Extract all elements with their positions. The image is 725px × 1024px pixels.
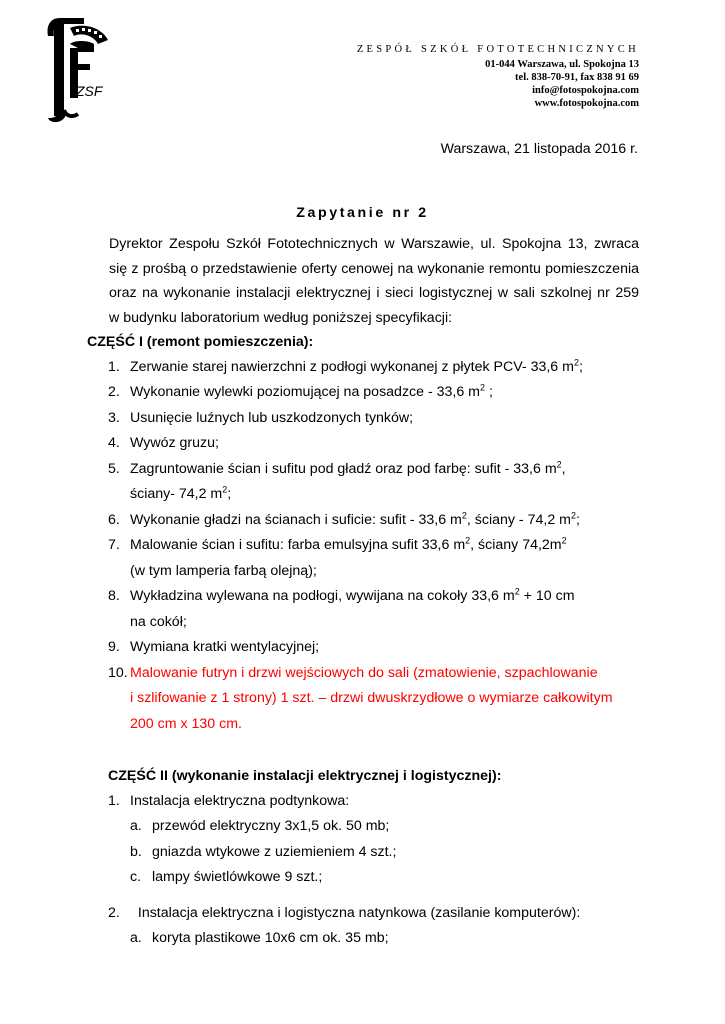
sub-list-item (87, 865, 639, 891)
school-logo (40, 14, 120, 126)
school-email[interactable]: info@fotospokojna.com (532, 85, 639, 96)
item-letter: c. (130, 869, 142, 885)
item-number: 6. (108, 511, 120, 528)
part2-list (87, 789, 639, 815)
sub-list-item (87, 926, 639, 952)
item-text: Malowanie ścian i sufitu: farba emulsyjna sufit 33,6 m (130, 537, 466, 553)
part2-sublist-1 (87, 814, 639, 891)
item-letter: a. (130, 930, 142, 946)
intro-line: Dyrektor Zespołu Szkół Fototechnicznych w Warszawie, ul. Spokojna 13, zwraca (109, 236, 639, 252)
item-text: ściany- 74,2 m (130, 486, 223, 502)
item-text: na cokół; (130, 613, 187, 630)
list-item (87, 533, 639, 584)
item-number: 4. (108, 435, 120, 451)
item-text: Usunięcie luźnych lub uszkodzonych tynków; (130, 409, 414, 426)
item-text: Instalacja elektryczna i logistyczna natynkowa (zasilanie komputerów): (130, 904, 581, 921)
superscript: 2 (514, 586, 520, 597)
logo-text: ZSF (76, 83, 103, 99)
item-text: gniazda wtykowe z uziemieniem 4 szt.; (152, 843, 397, 860)
list-item (87, 584, 639, 635)
item-text: Zagruntowanie ścian i sufitu pod gładź oraz pod farbę: sufit - 33,6 m (130, 460, 557, 477)
school-website[interactable]: www.fotospokojna.com (534, 98, 639, 109)
intro-line: w budynku laboratorium według poniższej specyfikacji: (109, 309, 453, 326)
superscript: 2 (465, 535, 471, 546)
list-item (87, 380, 639, 406)
list-item (87, 789, 639, 815)
item-number: 2. (108, 384, 120, 400)
item-number: 1. (108, 358, 120, 375)
superscript: 2 (222, 484, 228, 495)
item-text: koryta plastikowe 10x6 cm ok. 35 mb; (152, 930, 389, 946)
item-tail: , (561, 460, 566, 477)
letterhead (357, 43, 639, 110)
superscript: 2 (556, 458, 562, 469)
superscript: 2 (573, 356, 579, 367)
item-tail: ; (578, 358, 583, 375)
item-number: 10. (108, 664, 128, 681)
item-tail: + 10 cm (519, 588, 575, 604)
item-text: Wykładzina wylewana na podłogi, wywijana na cokoły 33,6 m (130, 588, 515, 604)
list-item (87, 457, 639, 508)
list-item (87, 635, 639, 661)
school-address: 01-044 Warszawa, ul. Spokojna 13 (485, 59, 639, 70)
item-text: , ściany 74,2m (470, 537, 562, 553)
sub-list-item (87, 814, 639, 840)
item-text: , ściany - 74,2 m (466, 511, 571, 528)
item-number: 2. (108, 904, 120, 921)
part2-list-2 (87, 901, 639, 927)
part1-list (87, 355, 639, 738)
item-letter: b. (130, 843, 142, 860)
superscript: 2 (561, 535, 567, 546)
item-text-highlighted: i szlifowanie z 1 strony) 1 szt. – drzwi dwuskrzydłowe o wymiarze całkowitym (130, 690, 613, 706)
item-tail: ; (576, 511, 580, 528)
item-number: 5. (108, 460, 120, 477)
item-number: 7. (108, 537, 120, 553)
intro-paragraph (87, 232, 639, 330)
item-text: Wywóz gruzu; (130, 435, 219, 451)
document-date: Warszawa, 21 listopada 2016 r. (440, 141, 638, 157)
item-text: Wymiana kratki wentylacyjnej; (130, 639, 320, 655)
item-number: 3. (108, 409, 120, 426)
superscript: 2 (570, 509, 576, 520)
item-tail: ; (227, 486, 232, 502)
intro-line: oraz na wykonanie instalacji elektrycznej i sieci logistycznej w sali szkolnej nr 259 (109, 285, 639, 301)
list-item (87, 406, 639, 432)
item-number: 9. (108, 639, 120, 655)
list-item (87, 355, 639, 381)
part2-sublist-2 (87, 926, 639, 952)
document-title: Zapytanie nr 2 (296, 205, 429, 221)
item-tail: ; (485, 384, 493, 400)
list-item (87, 901, 639, 927)
school-phone: tel. 838-70-91, fax 838 91 69 (515, 72, 639, 83)
sub-list-item (87, 840, 639, 866)
item-number: 8. (108, 588, 120, 604)
item-text-highlighted: Malowanie futryn i drzwi wejściowych do sali (zmatowienie, szpachlowanie (130, 664, 598, 681)
item-text: lampy świetlówkowe 9 szt.; (152, 869, 323, 885)
item-text: Instalacja elektryczna podtynkowa: (130, 792, 350, 809)
item-letter: a. (130, 818, 142, 834)
item-text-highlighted: 200 cm x 130 cm. (130, 715, 242, 732)
intro-line: się z prośbą o przedstawienie oferty cenowej na wykonanie remontu pomieszczenia (109, 260, 639, 277)
superscript: 2 (480, 382, 486, 393)
school-name: ZESPÓŁ SZKÓŁ FOTOTECHNICZNYCH (356, 44, 639, 55)
list-item (87, 508, 639, 534)
item-text: Wykonanie gładzi na ścianach i suficie: sufit - 33,6 m (130, 511, 462, 528)
superscript: 2 (461, 509, 467, 520)
zsf-logo-icon (40, 14, 120, 126)
part1-heading: CZĘŚĆ I (remont pomieszczenia): (87, 334, 314, 350)
item-text: Wykonanie wylewki poziomującej na posadzce - 33,6 m (130, 384, 480, 400)
item-text: przewód elektryczny 3x1,5 ok. 50 mb; (152, 818, 390, 834)
part2-heading: CZĘŚĆ II (wykonanie instalacji elektrycznej i logistycznej): (108, 768, 502, 784)
item-text: Zerwanie starej nawierzchni z podłogi wykonanej z płytek PCV- 33,6 m (130, 358, 574, 375)
item-number: 1. (108, 792, 120, 809)
document-body (87, 232, 639, 952)
list-item (87, 431, 639, 457)
list-item (87, 661, 639, 738)
item-text: (w tym lamperia farbą olejną); (130, 562, 317, 579)
